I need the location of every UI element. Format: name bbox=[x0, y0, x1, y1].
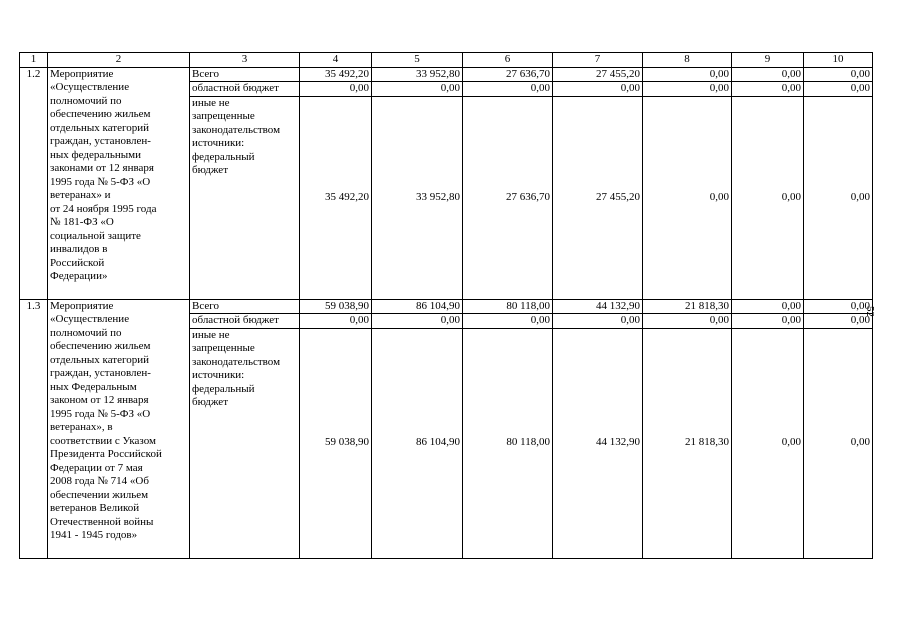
col-header: 7 bbox=[553, 53, 643, 68]
value-cell: 0,00 bbox=[732, 299, 804, 314]
col-header: 1 bbox=[20, 53, 48, 68]
value-cell: 0,00 bbox=[463, 314, 553, 329]
measure-description: Мероприятие «Осуществление полномочий по обеспечению жильем отдельных категорий граждан, установлен- ных Федеральным законом от 12 января 1995 года № 5-ФЗ «О ветеранах», в соответствии с Указом Президента Российской Федерации от 7 мая 2008 года № 714 «Об обеспечении жильем ветеранов Великой Отечественной войны 1941 - 1945 годов» bbox=[48, 299, 190, 558]
value-cell: 0,00 bbox=[804, 67, 873, 82]
funding-source: иные не запрещенные законодательством источники: федеральный бюджет bbox=[190, 96, 300, 299]
value-cell: 0,00 bbox=[300, 82, 372, 97]
value-cell: 0,00 bbox=[463, 82, 553, 97]
value-cell: 0,00 bbox=[732, 82, 804, 97]
value-cell: 0,00 bbox=[732, 328, 804, 558]
value-cell: 80 118,00 bbox=[463, 328, 553, 558]
table-row bbox=[20, 67, 873, 82]
table-row bbox=[20, 299, 873, 314]
value-cell: 59 038,90 bbox=[300, 328, 372, 558]
value-cell: 0,00 bbox=[643, 96, 732, 299]
value-cell: 0,00 bbox=[372, 82, 463, 97]
page-number: 52 bbox=[864, 306, 876, 317]
value-cell: 0,00 bbox=[804, 96, 873, 299]
value-cell: 35 492,20 bbox=[300, 96, 372, 299]
funding-source: иные не запрещенные законодательством источники: федеральный бюджет bbox=[190, 328, 300, 558]
funding-source: областной бюджет bbox=[190, 314, 300, 329]
value-cell: 0,00 bbox=[732, 96, 804, 299]
value-cell: 21 818,30 bbox=[643, 299, 732, 314]
value-cell: 0,00 bbox=[553, 82, 643, 97]
value-cell: 21 818,30 bbox=[643, 328, 732, 558]
row-number: 1.2 bbox=[20, 67, 48, 299]
value-cell: 27 636,70 bbox=[463, 96, 553, 299]
col-header: 6 bbox=[463, 53, 553, 68]
col-header: 9 bbox=[732, 53, 804, 68]
value-cell: 0,00 bbox=[732, 314, 804, 329]
value-cell: 27 636,70 bbox=[463, 67, 553, 82]
value-cell: 35 492,20 bbox=[300, 67, 372, 82]
value-cell: 0,00 bbox=[643, 82, 732, 97]
value-cell: 0,00 bbox=[732, 67, 804, 82]
value-cell: 86 104,90 bbox=[372, 299, 463, 314]
funding-source: Всего bbox=[190, 67, 300, 82]
value-cell: 44 132,90 bbox=[553, 299, 643, 314]
budget-table bbox=[19, 52, 873, 559]
measure-description: Мероприятие «Осуществление полномочий по обеспечению жильем отдельных категорий граждан, установлен- ных федеральными законами от 12 января 1995 года № 5-ФЗ «О ветеранах» и от 24 ноября 1995 года № 181-ФЗ «О социальной защите инвалидов в Российской Федерации» bbox=[48, 67, 190, 299]
value-cell: 0,00 bbox=[553, 314, 643, 329]
value-cell: 33 952,80 bbox=[372, 96, 463, 299]
col-header: 2 bbox=[48, 53, 190, 68]
col-header: 10 bbox=[804, 53, 873, 68]
value-cell: 27 455,20 bbox=[553, 67, 643, 82]
col-header: 8 bbox=[643, 53, 732, 68]
value-cell: 33 952,80 bbox=[372, 67, 463, 82]
row-number: 1.3 bbox=[20, 299, 48, 558]
value-cell: 80 118,00 bbox=[463, 299, 553, 314]
funding-source: Всего bbox=[190, 299, 300, 314]
value-cell: 0,00 bbox=[300, 314, 372, 329]
value-cell: 0,00 bbox=[804, 314, 873, 329]
value-cell: 86 104,90 bbox=[372, 328, 463, 558]
value-cell: 0,00 bbox=[643, 67, 732, 82]
value-cell: 0,00 bbox=[643, 314, 732, 329]
value-cell: 0,00 bbox=[804, 328, 873, 558]
col-header: 4 bbox=[300, 53, 372, 68]
funding-source: областной бюджет bbox=[190, 82, 300, 97]
header-row bbox=[20, 53, 873, 68]
value-cell: 27 455,20 bbox=[553, 96, 643, 299]
value-cell: 0,00 bbox=[372, 314, 463, 329]
value-cell: 0,00 bbox=[804, 299, 873, 314]
value-cell: 59 038,90 bbox=[300, 299, 372, 314]
col-header: 3 bbox=[190, 53, 300, 68]
value-cell: 0,00 bbox=[804, 82, 873, 97]
col-header: 5 bbox=[372, 53, 463, 68]
value-cell: 44 132,90 bbox=[553, 328, 643, 558]
